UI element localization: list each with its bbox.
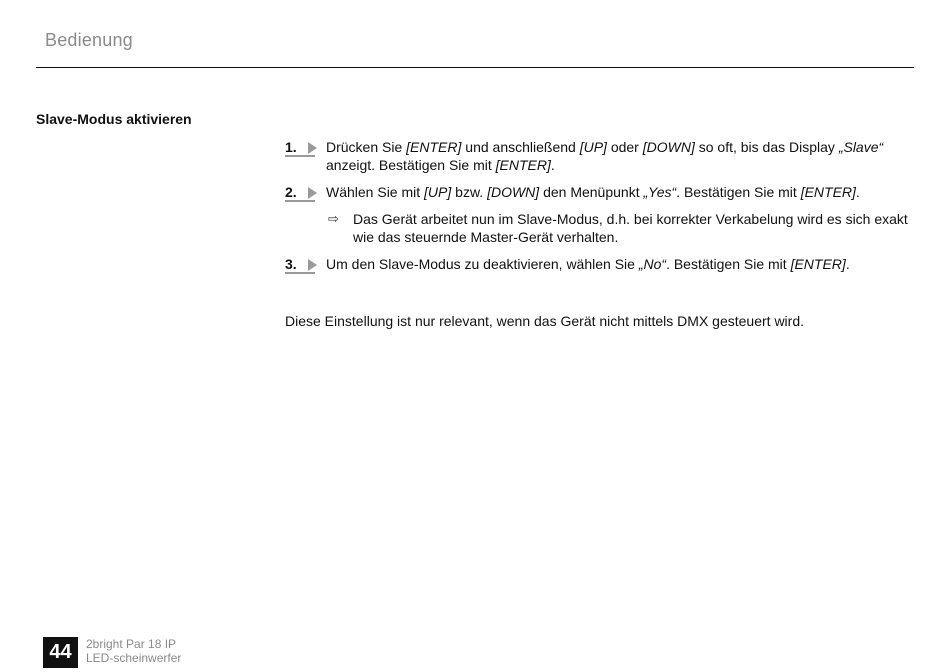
note-text: Diese Einstellung ist nur relevant, wenn das Gerät nicht mittels DMX gesteuert wird. xyxy=(285,313,805,329)
footer-line-2: LED-scheinwerfer xyxy=(86,651,182,665)
result-text: Das Gerät arbeitet nun im Slave-Modus, d.h. bei korrekter Verkabelung wird es sich exakt wie das steuernde Master-Gerät verhalten. xyxy=(353,211,908,245)
step-3 xyxy=(285,255,913,273)
page-number-badge: 44 xyxy=(43,637,78,668)
step-underline xyxy=(285,272,315,274)
step-number: 2. xyxy=(285,184,297,200)
step-number: 3. xyxy=(285,256,297,272)
step-arrow-icon xyxy=(308,187,317,199)
step-arrow-icon xyxy=(308,259,317,271)
step-1 xyxy=(285,138,913,174)
step-number: 1. xyxy=(285,139,297,155)
step-text: Drücken Sie [ENTER] und anschließend [UP] oder [DOWN] so oft, bis das Display „Slave“ anzeigt. Bestätigen Sie mit [ENTER]. xyxy=(326,139,884,173)
step-text: Wählen Sie mit [UP] bzw. [DOWN] den Menüpunkt „Yes“. Bestätigen Sie mit [ENTER]. xyxy=(326,184,860,200)
step-underline xyxy=(285,155,315,157)
step-underline xyxy=(285,200,315,202)
step-arrow-icon xyxy=(308,142,317,154)
section-heading: Slave-Modus aktivieren xyxy=(36,111,192,127)
step-2 xyxy=(285,183,913,201)
page-header-title: Bedienung xyxy=(45,30,133,50)
step-result xyxy=(285,210,913,246)
footer-line-1: 2bright Par 18 IP xyxy=(86,637,177,651)
result-arrow-icon: ⇨ xyxy=(328,211,339,226)
footer-product-name xyxy=(86,637,181,665)
header-divider xyxy=(36,67,914,68)
instruction-steps xyxy=(285,138,913,273)
step-text: Um den Slave-Modus zu deaktivieren, wählen Sie „No“. Bestätigen Sie mit [ENTER]. xyxy=(326,256,850,272)
